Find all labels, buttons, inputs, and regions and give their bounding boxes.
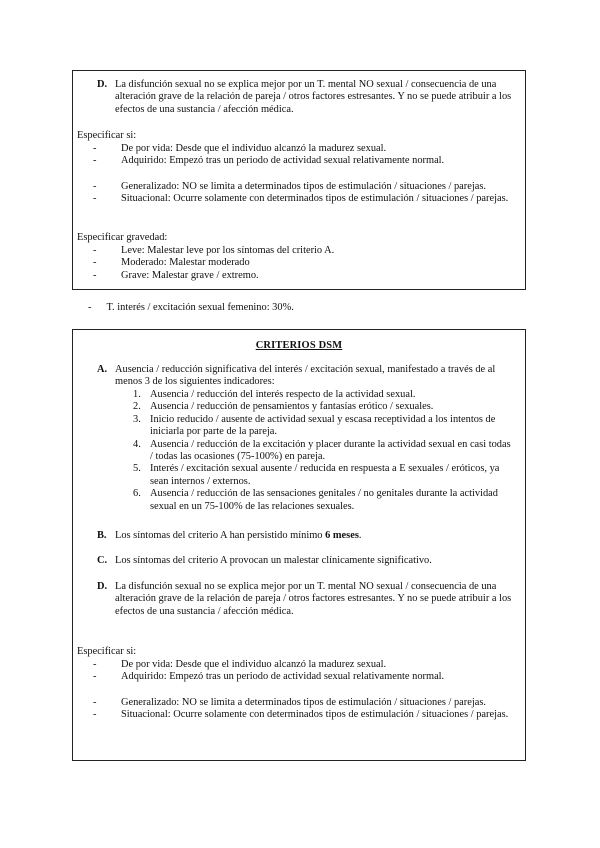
- criterion-text: Los síntomas del criterio A provocan un malestar clínicamente significativo.: [115, 555, 432, 566]
- list-item: - Leve: Malestar leve por los síntomas del criterio A.: [93, 245, 335, 256]
- list-item: - Situacional: Ocurre solamente con determinados tipos de estimulación / situaciones / parejas.: [93, 193, 509, 205]
- criterion-letter: B.: [97, 530, 107, 541]
- criterion-letter: D.: [97, 581, 108, 592]
- specifiers-title: Especificar si:: [77, 130, 137, 141]
- list-item: 6. Ausencia / reducción de las sensaciones genitales / no genitales durante la actividad sexual en un 75-100% de las relaciones sexuales.: [133, 488, 498, 512]
- list-item: 3. Inicio reducido / ausente de actividad sexual y escasa receptividad a los intentos de iniciarla por parte de la pareja.: [133, 413, 496, 438]
- context-list: [93, 181, 513, 206]
- criterion-d: [97, 581, 521, 618]
- criterion-b: [97, 530, 521, 542]
- list-item: - Adquirido: Empezó tras un periodo de actividad sexual relativamente normal.: [93, 155, 445, 167]
- criterion-letter: C.: [97, 555, 108, 566]
- list-item: - De por vida: Desde que el individuo alcanzó la madurez sexual.: [93, 659, 387, 670]
- criterion-letter: A.: [97, 364, 108, 375]
- criterion-text: Los síntomas del criterio A han persistido mínimo 6 meses.: [115, 530, 362, 541]
- section-heading: CRITERIOS DSM: [255, 340, 343, 351]
- criterion-text: La disfunción sexual no se explica mejor por un T. mental NO sexual / consecuencia de una alteración grave de la relación de pareja / otros factores estresantes. Y no se puede atribuir a los efectos de una sustancia / afección médica.: [115, 79, 512, 115]
- list-item: - Adquirido: Empezó tras un periodo de actividad sexual relativamente normal.: [93, 671, 445, 683]
- duration-emphasis: 6 meses: [325, 530, 359, 541]
- list-item: - Grave: Malestar grave / extremo.: [93, 269, 259, 281]
- list-item: 2. Ausencia / reducción de pensamientos y fantasías erótico / sexuales.: [133, 401, 434, 413]
- list-item: 5. Interés / excitación sexual ausente / reducida en respuesta a E sexuales / eróticos, ya sean internos / externos.: [133, 463, 500, 487]
- criterion-text: Ausencia / reducción significativa del interés / excitación sexual, manifestado a través de al menos 3 de los siguientes indicadores:: [115, 364, 496, 388]
- onset-list: [93, 659, 513, 684]
- list-item: - Moderado: Malestar moderado: [93, 257, 250, 269]
- disorder-prevalence-item: - T. interés / excitación sexual femenino: 30%.: [88, 302, 294, 313]
- criterion-text: La disfunción sexual no se explica mejor por un T. mental NO sexual / consecuencia de una alteración grave de la relación de pareja / otros factores estresantes. Y no se puede atribuir a los efectos de una sustancia / afección médica.: [115, 581, 512, 617]
- list-item: - De por vida: Desde que el individuo alcanzó la madurez sexual.: [93, 143, 387, 154]
- criterion-a: [97, 364, 521, 389]
- list-item: - Generalizado: NO se limita a determinados tipos de estimulación / situaciones / parejas.: [93, 697, 487, 708]
- criterion-d: [97, 79, 521, 116]
- list-item: - Generalizado: NO se limita a determinados tipos de estimulación / situaciones / parejas.: [93, 181, 487, 192]
- severity-title: Especificar gravedad:: [77, 232, 168, 243]
- list-item: - Situacional: Ocurre solamente con determinados tipos de estimulación / situaciones / parejas.: [93, 709, 509, 721]
- onset-list: [93, 143, 513, 168]
- context-list: [93, 697, 513, 722]
- criteria-box-dsm: [72, 329, 526, 761]
- criteria-box-continued: [72, 70, 526, 290]
- severity-list: [93, 245, 513, 282]
- indicator-list: [133, 389, 513, 513]
- list-item: 4. Ausencia / reducción de la excitación y placer durante la actividad sexual en casi todas / todas las ocasiones (75-100%) en pareja.: [133, 438, 511, 463]
- criterion-c: [97, 555, 521, 567]
- criterion-letter: D.: [97, 79, 108, 90]
- specifiers-title: Especificar si:: [77, 646, 137, 657]
- list-item: 1. Ausencia / reducción del interés respecto de la actividad sexual.: [133, 389, 416, 400]
